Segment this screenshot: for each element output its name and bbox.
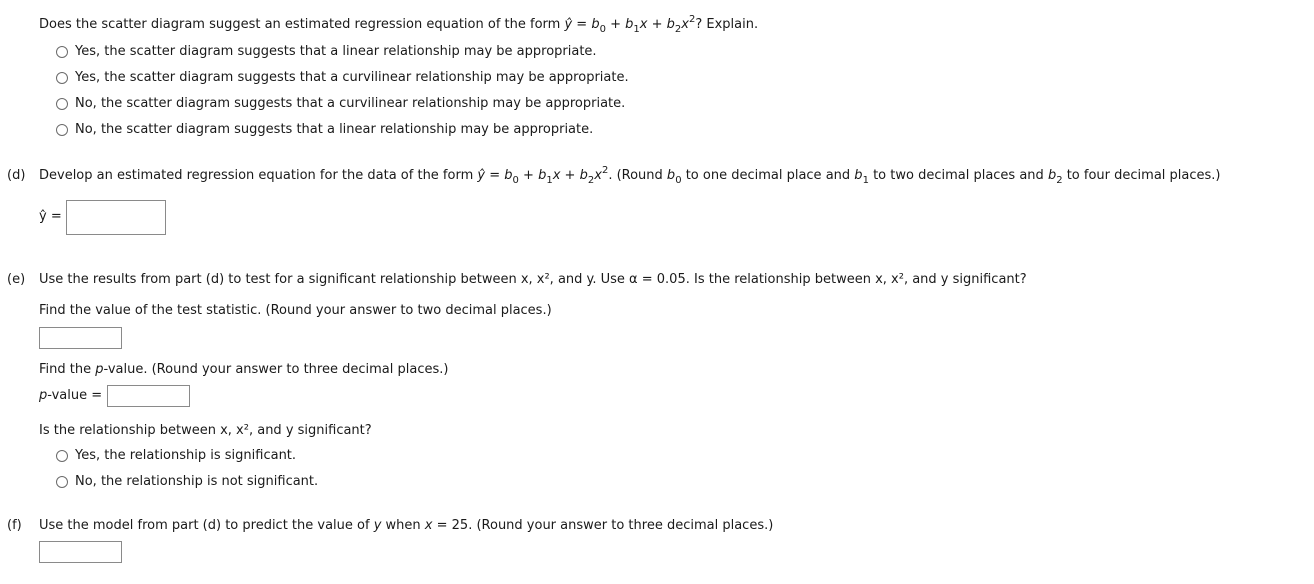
p-value-label-var: p: [39, 388, 48, 403]
option-label: No, the scatter diagram suggests that a curvilinear relationship may be appropriate.: [75, 96, 626, 111]
option-label: No, the relationship is not significant.: [75, 474, 319, 489]
p-value-input[interactable]: [107, 385, 190, 407]
p-value-prompt-var: p: [95, 362, 104, 377]
part-c-option-2[interactable]: [56, 70, 629, 86]
part-e-label: (e): [7, 272, 26, 287]
option-label: Yes, the scatter diagram suggests that a curvilinear relationship may be appropriate.: [75, 70, 629, 85]
significance-option-no[interactable]: [56, 474, 318, 490]
radio-button[interactable]: [56, 98, 68, 110]
significance-option-yes[interactable]: [56, 448, 296, 464]
p-value-label-suffix: -value =: [47, 388, 103, 403]
part-d-round-4: to four decimal places.): [1062, 168, 1221, 183]
part-d-label: (d): [7, 168, 26, 183]
part-c-question: Does the scatter diagram suggest an estimated regression equation of the form ŷ = $b_0 + b_1x + b_2x^2$? Explain.: [39, 14, 759, 35]
part-c-option-1[interactable]: [56, 44, 597, 60]
part-f-label: (f): [7, 518, 22, 533]
radio-button[interactable]: [56, 72, 68, 84]
radio-button[interactable]: [56, 46, 68, 58]
part-d-round-1: . (Round: [608, 168, 667, 183]
part-c-question-prefix: Does the scatter diagram suggest an estimated regression equation of the form: [39, 17, 565, 32]
part-f-question-mid: when: [381, 518, 425, 533]
radio-button[interactable]: [56, 476, 68, 488]
p-value-prompt-suffix: -value. (Round your answer to three decimal places.): [103, 362, 449, 377]
option-label: Yes, the scatter diagram suggests that a linear relationship may be appropriate.: [75, 44, 597, 59]
part-f-question: Use the model from part (d) to predict the value of y when x = 25. (Round your answer to three decimal places.): [39, 518, 774, 533]
option-label: No, the scatter diagram suggests that a linear relationship may be appropriate.: [75, 122, 594, 137]
part-d-round-3: to two decimal places and: [868, 168, 1048, 183]
part-d-answer-label: ŷ =: [39, 209, 62, 224]
significance-question: Is the relationship between x, x², and y significant?: [39, 423, 372, 438]
radio-button[interactable]: [56, 124, 68, 136]
part-c-option-3[interactable]: [56, 96, 625, 112]
prediction-input[interactable]: [39, 541, 122, 563]
part-e-question: Use the results from part (d) to test for a significant relationship between x, x², and y. Use α = 0.05. Is the relationship between x, x², and y significant?: [39, 272, 1027, 287]
part-c-question-suffix: ? Explain.: [695, 17, 759, 32]
radio-button[interactable]: [56, 450, 68, 462]
part-c-option-4[interactable]: [56, 122, 593, 138]
part-d-round-2: to one decimal place and: [681, 168, 855, 183]
option-label: Yes, the relationship is significant.: [75, 448, 297, 463]
part-d-question: Develop an estimated regression equation for the data of the form ŷ = $b_0 + b_1x + b_2x^2$. (Round $b_0$ to one decimal place and $b_1$ to two decimal places and $b_2$ to four decimal places.): [39, 165, 1221, 186]
test-statistic-input[interactable]: [39, 327, 122, 349]
p-value-prompt-prefix: Find the: [39, 362, 96, 377]
part-d-text: Develop an estimated regression equation for the data of the form: [39, 168, 478, 183]
part-f-question-suffix: = 25. (Round your answer to three decimal places.): [432, 518, 774, 533]
test-statistic-prompt: Find the value of the test statistic. (Round your answer to two decimal places.): [39, 303, 552, 318]
p-value-prompt: [39, 362, 448, 378]
part-f-question-prefix: Use the model from part (d) to predict the value of: [39, 518, 374, 533]
p-value-label: [39, 388, 102, 404]
regression-equation-input[interactable]: [66, 200, 166, 235]
